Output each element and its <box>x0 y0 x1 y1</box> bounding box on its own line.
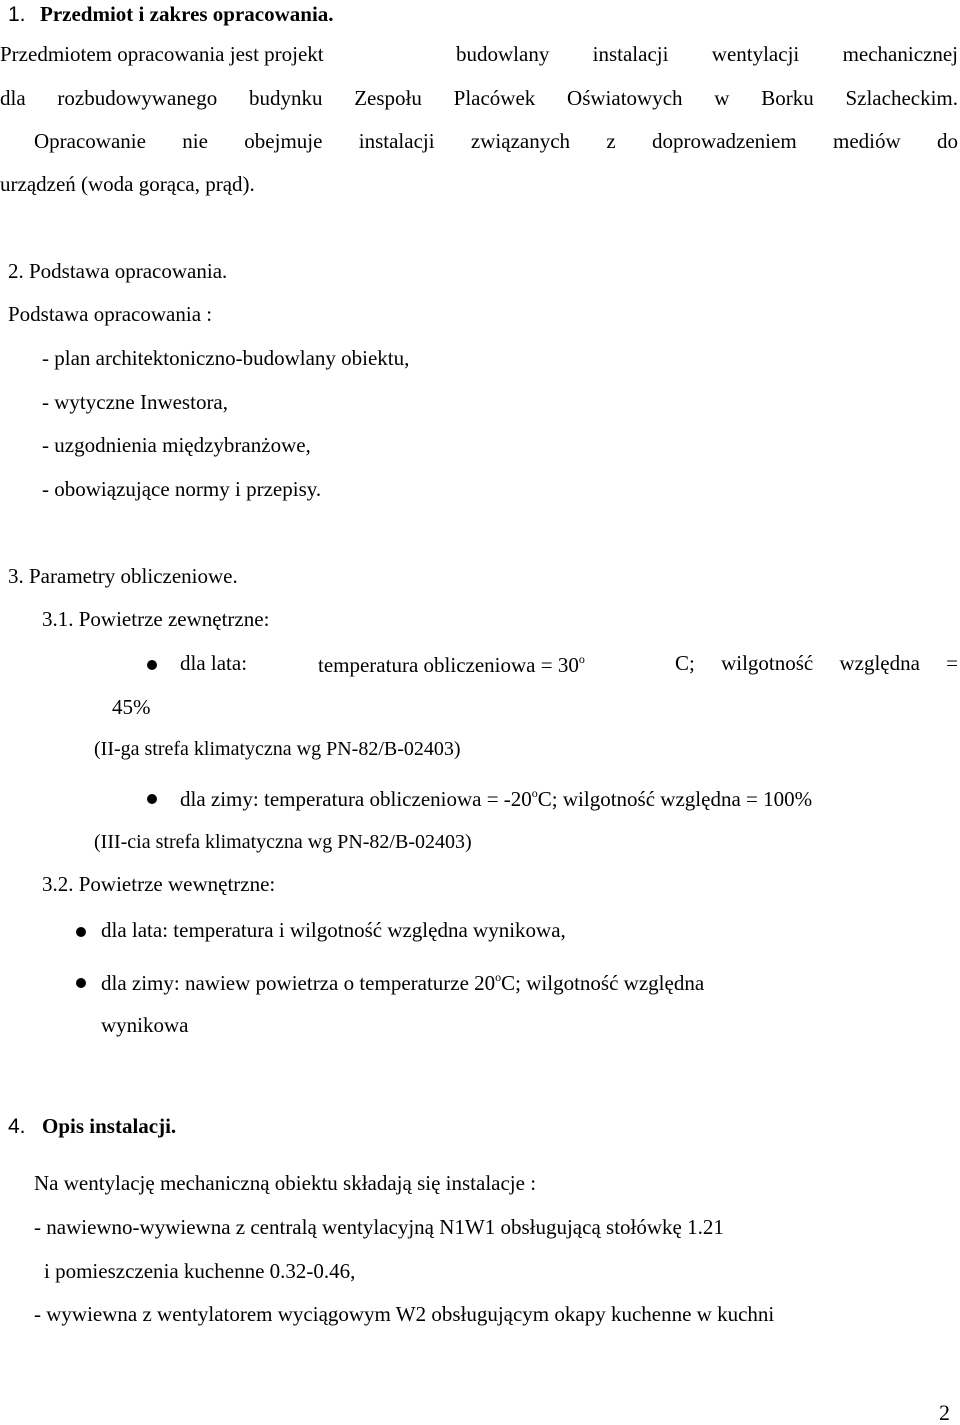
section-3-heading: 3. Parametry obliczeniowe. <box>8 564 238 588</box>
winter-climate-zone-note: (III-cia strefa klimatyczna wg PN-82/B-02403) <box>94 831 472 853</box>
section-4-intro: Na wentylację mechaniczną obiektu składają się instalacje : <box>34 1171 537 1195</box>
installation-item-1-cont: i pomieszczenia kuchenne 0.32-0.46, <box>44 1259 356 1283</box>
summer-temp <box>318 653 585 676</box>
summer-humidity: C; wilgotność względna = <box>675 651 958 675</box>
degree-sign: o <box>578 652 585 666</box>
section-2-heading: 2. Podstawa opracowania. <box>8 259 228 283</box>
installation-item-1: - nawiewno-wywiewna z centralą wentylacyjną N1W1 obsługującą stołówkę 1.21 <box>34 1215 724 1239</box>
bullet-icon <box>76 927 86 937</box>
section-3-2-heading: 3.2. Powietrze wewnętrzne: <box>42 872 276 896</box>
section-1-heading: Przedmiot i zakres opracowania. <box>40 2 334 26</box>
section-1-line-1a: Przedmiotem opracowania jest projekt <box>0 42 324 66</box>
summer-label: dla lata: <box>180 651 248 675</box>
degree-sign: o <box>495 970 502 984</box>
section-4-heading: Opis instalacji. <box>42 1114 177 1138</box>
section-4-number: 4. <box>8 1115 26 1138</box>
summer-temp-text: temperatura obliczeniowa = 30 <box>318 653 579 677</box>
summer-climate-zone-note: (II-ga strefa klimatyczna wg PN-82/B-02403) <box>94 738 461 760</box>
section-1-line-2: dla rozbudowywanego budynku Zespołu Placówek Oświatowych w Borku Szlacheckim. <box>0 86 958 110</box>
section-3-1-heading: 3.1. Powietrze zewnętrzne: <box>42 607 270 631</box>
section-1-line-1b: budowlany instalacji wentylacji mechanicznej <box>456 42 958 66</box>
section-1-line-3: Opracowanie nie obejmuje instalacji związanych z doprowadzeniem mediów do <box>34 129 958 153</box>
winter-temp-text: dla zimy: temperatura obliczeniowa = -20 <box>180 787 532 811</box>
section-2-item: - wytyczne Inwestora, <box>42 390 229 414</box>
section-2-item: - uzgodnienia międzybranżowe, <box>42 433 311 457</box>
indoor-winter-text: dla zimy: nawiew powietrza o temperaturze 20 <box>101 971 496 995</box>
section-1-line-4: urządzeń (woda gorąca, prąd). <box>0 172 255 196</box>
page-number: 2 <box>939 1400 950 1425</box>
bullet-icon <box>147 660 157 670</box>
degree-sign: o <box>531 786 538 800</box>
section-2-item: - plan architektoniczno-budowlany obiektu, <box>42 346 410 370</box>
winter-humidity-text: C; wilgotność względna = 100% <box>537 787 813 811</box>
bullet-icon <box>147 794 157 804</box>
installation-item-2: - wywiewna z wentylatorem wyciągowym W2 obsługującym okapy kuchenne w kuchni <box>34 1302 775 1326</box>
summer-humidity-value: 45% <box>112 695 151 719</box>
section-2-item: - obowiązujące normy i przepisy. <box>42 477 322 501</box>
indoor-winter-humidity: C; wilgotność względna <box>501 971 705 995</box>
indoor-winter <box>101 971 704 994</box>
winter-params <box>180 787 812 810</box>
bullet-icon <box>76 978 86 988</box>
section-2-intro: Podstawa opracowania : <box>8 302 213 326</box>
section-1-number: 1. <box>8 3 26 26</box>
indoor-summer: dla lata: temperatura i wilgotność względna wynikowa, <box>101 918 566 942</box>
indoor-winter-cont: wynikowa <box>101 1013 189 1037</box>
